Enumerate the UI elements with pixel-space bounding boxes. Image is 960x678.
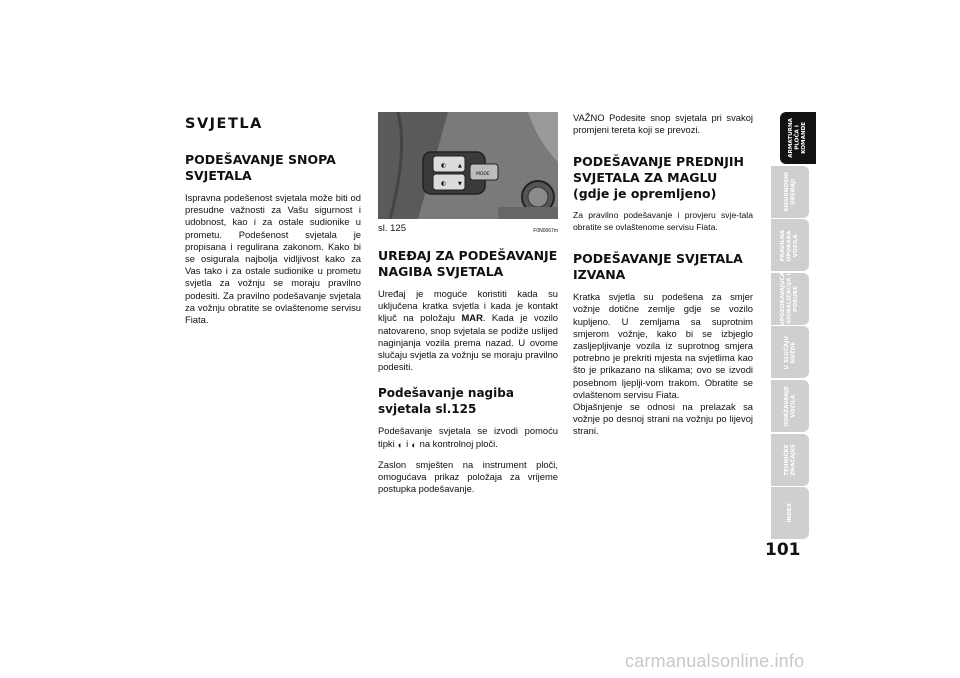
headlamp-down-icon: ◐	[411, 439, 417, 450]
paragraph-important-note: VAŽNO Podesite snop svjetala pri svakoj promjeni tereta koji se prevozi.	[573, 112, 753, 136]
heading-adjust-tilt: Podešavanje nagiba svjetala sl.125	[378, 386, 514, 417]
column-middle	[378, 112, 558, 503]
tab-index[interactable]: INDEX	[771, 487, 809, 539]
paragraph-explanation: Objašnjenje se odnosi na prelazak sa vožnje po desnoj strani na vožnju po lijevoj strani.	[573, 401, 753, 437]
heading-abroad: PODEŠAVANJE SVJETALA IZVANA	[573, 251, 743, 283]
key-position-mar: MAR	[461, 312, 483, 324]
tab-dashboard-controls[interactable]: ARMATURNA PLOČA I KOMANDE	[780, 112, 816, 164]
tab-warning-lights[interactable]: UPOZORAVAJUĆA SIGNALIZACIJA I PORUKE	[771, 273, 809, 325]
tab-safety-devices[interactable]: SIGURNOSNI UREĐAJI	[771, 166, 809, 218]
column-right	[573, 112, 753, 446]
figure-dashboard-controls	[378, 112, 558, 219]
svg-text:◐: ◐	[441, 162, 447, 169]
chapter-tabs	[771, 112, 809, 541]
headlamp-up-icon: ◐	[397, 439, 404, 450]
tab-correct-use[interactable]: PRAVILNA UPORABA VOZILA	[771, 219, 809, 271]
figure-label: sl. 125	[378, 223, 406, 234]
mode-button-label: MODE	[476, 172, 490, 177]
heading-leveling-device: UREĐAJ ZA PODEŠAVANJE NAGIBA SVJETALA	[378, 248, 558, 279]
paragraph-leveling-device: Uređaj je moguće koristiti kada su uključena kratka svjetla i kada je kontakt ključ na položaju MAR. Kada je vozilo natovareno, snop svjetala se podiže uslijed naginjanja vozila prema nazad. U ovome slučaju svjetla za vožnju se moraju pravilno podesiti.	[378, 288, 558, 373]
tab-maintenance[interactable]: ODRŽAVANJE VOZILA	[771, 380, 809, 432]
paragraph-abroad: Kratka svjetla su podešena za smjer vožnje dotične zemlje gdje se vozilo kupljeno. U zemljama sa suprotnim smjerom vožnje, kako bi se izbjeglo zasljepljivanje vozila iz suprotnog smjera potrebno je prekriti mjesta na svjetlima kao što je prikazano na slikama; ovo se izvodi posebnom ljeplji-vom trakom. Obratite se ovlaštenom servisu Fiata.	[573, 291, 753, 400]
paragraph-beam-adjust: Ispravna podešenost svjetala može biti od presudne važnosti za Vašu sigurnost i udobnost, kao i za ostale sudionike u prometu. Podešenost svjetala je propisana i regulirana zakonom. Kako bi se osigurala najbolja vidljivost kako za Vas tako i za ostale sudionike u prometu svjetla za vožnju se moraju pravilno podesiti. Za pravilno podešavanje svjetala za vožnju obratite se ovlaštenome servisu Fiata.	[185, 192, 361, 326]
svg-text:▼: ▼	[458, 181, 462, 187]
paragraph-display: Zaslon smješten na instrument ploči, omogućava prikaz položaja za vrijeme postupka podešavanje.	[378, 458, 558, 495]
dashboard-illustration	[378, 112, 558, 219]
section-title: SVJETLA	[185, 116, 263, 132]
svg-text:◐: ◐	[441, 180, 447, 187]
paragraph-adjust-tilt: Podešavanje svjetala se izvodi pomoću tipki ◐ i ◐ na kontrolnoj ploči.	[378, 425, 558, 450]
tab-technical-specs[interactable]: TEHNIČKE ZNAČAJKE	[771, 434, 809, 486]
page-number: 101	[765, 540, 801, 560]
heading-fog-lights: PODEŠAVANJE PREDNJIH SVJETALA ZA MAGLU (gdje je opremljeno)	[573, 154, 744, 202]
column-left	[185, 112, 361, 334]
heading-beam-adjust: PODEŠAVANJE SNOPA SVJETALA	[185, 152, 336, 183]
svg-text:▲: ▲	[458, 163, 462, 169]
paragraph-fog-lights: Za pravilno podešavanje i provjeru svje-tala obratite se ovlaštenome servisu Fiata.	[573, 210, 753, 232]
tab-emergency[interactable]: U SLUČAJU NUŽDE	[771, 326, 809, 378]
figure-caption	[378, 223, 558, 234]
figure-code: F0N0067m	[533, 228, 558, 234]
watermark: carmanualsonline.info	[625, 651, 805, 671]
